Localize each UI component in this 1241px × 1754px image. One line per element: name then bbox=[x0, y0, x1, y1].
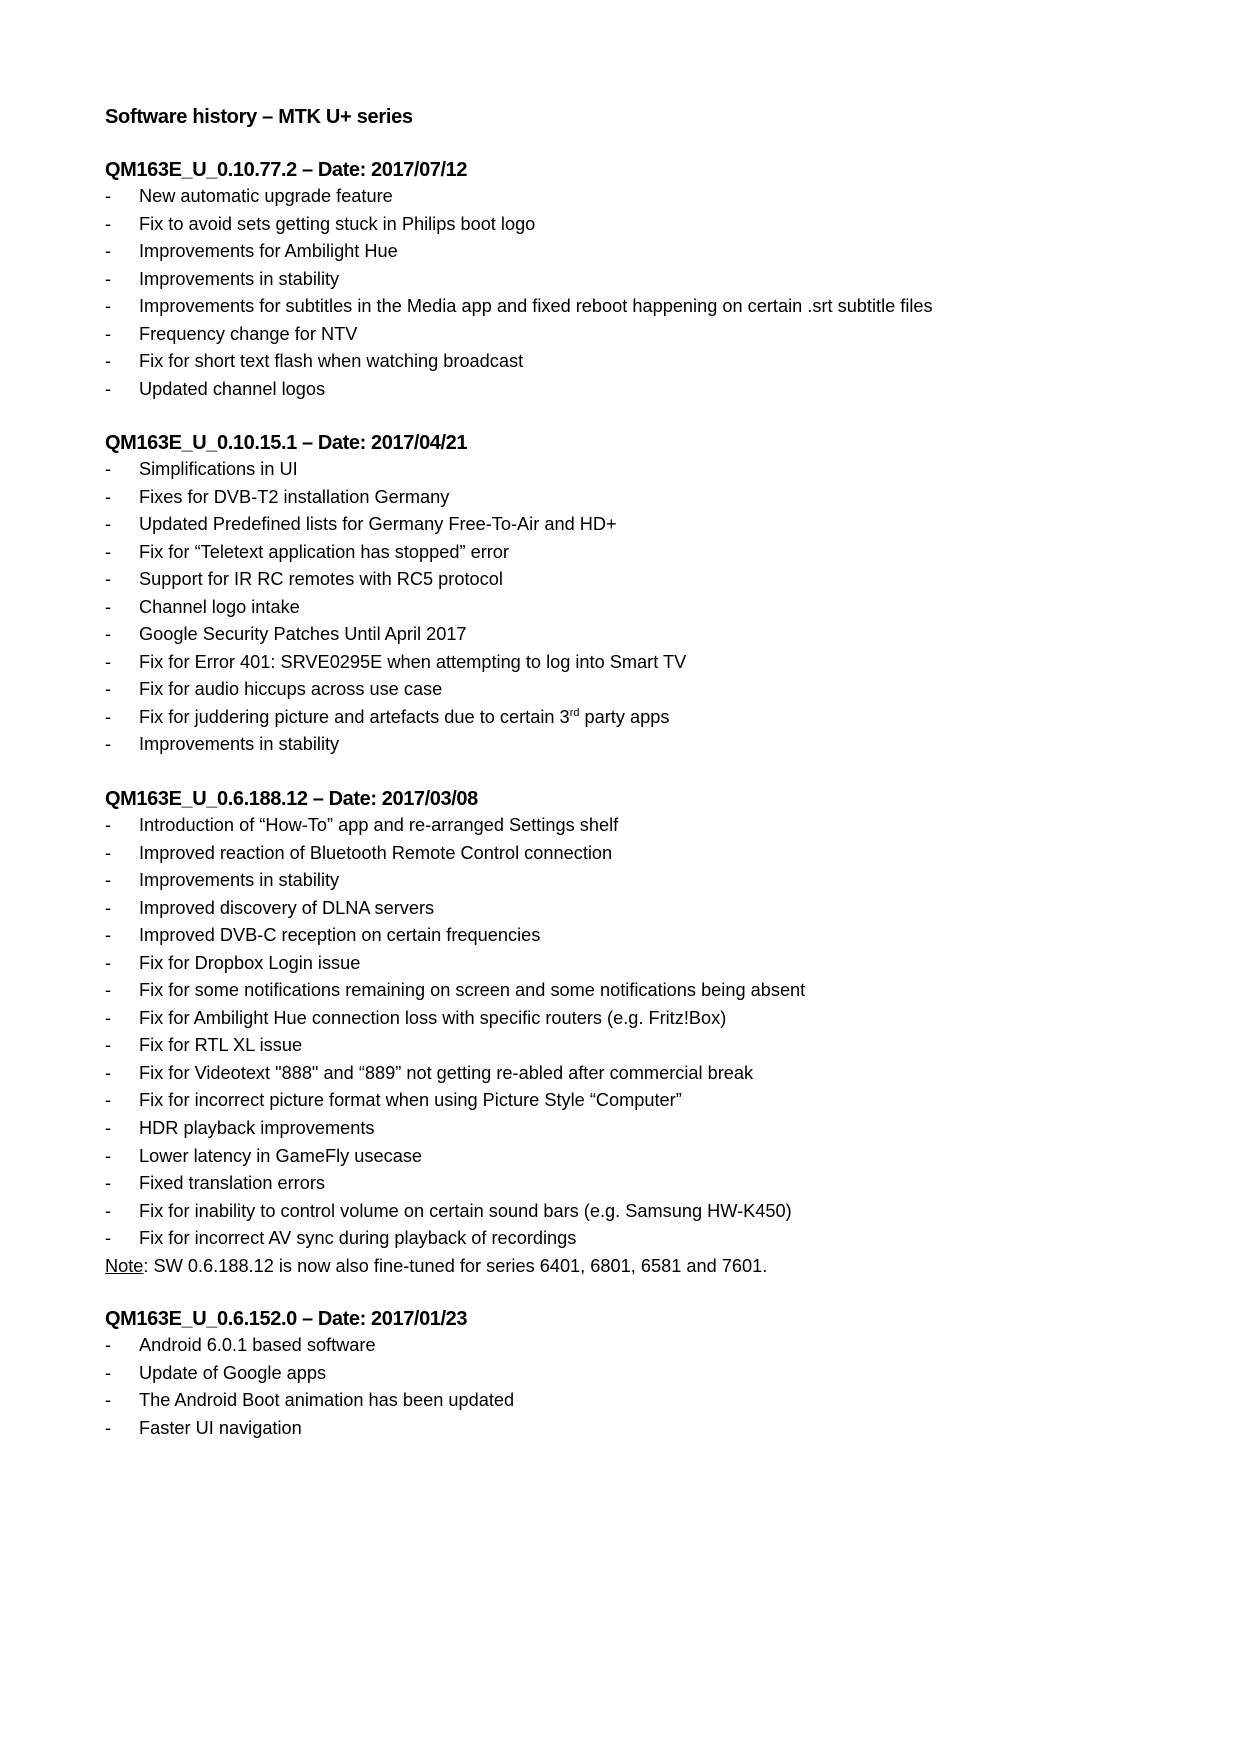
list-item bbox=[105, 1225, 767, 1253]
list-item bbox=[105, 1143, 767, 1171]
bullet-dash: - bbox=[105, 296, 112, 317]
list-item bbox=[105, 376, 467, 404]
list-item bbox=[105, 321, 467, 349]
list-item bbox=[105, 1005, 767, 1033]
note-label: Note bbox=[105, 1255, 144, 1276]
bullet-dash: - bbox=[105, 241, 112, 262]
list-item bbox=[105, 895, 767, 923]
list-item bbox=[105, 950, 767, 978]
list-item bbox=[105, 348, 524, 376]
bullet-dash: - bbox=[105, 897, 112, 918]
bullet-dash: - bbox=[105, 1007, 112, 1028]
list-item bbox=[105, 539, 509, 567]
list-item-text: Fix for incorrect picture format when using Picture Style “Computer” bbox=[139, 1090, 682, 1111]
list-item bbox=[105, 649, 687, 677]
list-item-text: Fix for some notifications remaining on screen and some notifications being absent bbox=[139, 980, 806, 1001]
release-heading: QM163E_U_0.6.152.0 – Date: 2017/01/23 bbox=[105, 1308, 468, 1330]
list-item-text: Support for IR RC remotes with RC5 protocol bbox=[139, 569, 503, 590]
list-item bbox=[105, 238, 467, 266]
list-item-text-with-superscript bbox=[139, 704, 669, 732]
release-section-0-10-15-1 bbox=[105, 430, 687, 759]
list-item-text: Google Security Patches Until April 2017 bbox=[139, 624, 467, 645]
bullet-dash: - bbox=[105, 870, 112, 891]
bullet-dash: - bbox=[105, 1035, 112, 1056]
list-item-text: Improvements for Ambilight Hue bbox=[139, 241, 398, 262]
bullet-dash: - bbox=[105, 569, 112, 590]
bullet-dash: - bbox=[105, 1417, 112, 1438]
list-item-text: Updated channel logos bbox=[139, 378, 326, 399]
list-item-text: Lower latency in GameFly usecase bbox=[139, 1145, 423, 1166]
release-heading: QM163E_U_0.10.15.1 – Date: 2017/04/21 bbox=[105, 432, 468, 454]
bullet-dash: - bbox=[105, 1090, 112, 1111]
bullet-dash: - bbox=[105, 378, 112, 399]
release-notes-list bbox=[105, 183, 933, 403]
list-item-text: Fix for audio hiccups across use case bbox=[139, 679, 443, 700]
list-item bbox=[105, 594, 467, 622]
list-item-text: Introduction of “How-To” app and re-arranged Settings shelf bbox=[139, 815, 619, 835]
list-item bbox=[105, 812, 767, 840]
note-text: : SW 0.6.188.12 is now also fine-tuned for series 6401, 6801, 6581 and 7601. bbox=[143, 1255, 768, 1276]
release-section-0-6-152-0 bbox=[105, 1306, 515, 1442]
bullet-dash: - bbox=[105, 679, 112, 700]
list-item bbox=[105, 1032, 767, 1060]
bullet-dash: - bbox=[105, 213, 112, 234]
list-item-text: Fix to avoid sets getting stuck in Philips boot logo bbox=[139, 213, 536, 234]
release-notes-list bbox=[105, 1332, 515, 1442]
list-item-text: Simplifications in UI bbox=[139, 459, 298, 479]
bullet-dash: - bbox=[105, 514, 112, 535]
ordinal-superscript: rd bbox=[569, 706, 580, 719]
list-item bbox=[105, 1360, 467, 1388]
list-item-text: Updated Predefined lists for Germany Free-To-Air and HD+ bbox=[139, 514, 617, 535]
bullet-dash: - bbox=[105, 1200, 112, 1221]
list-item bbox=[105, 922, 767, 950]
list-item bbox=[105, 1387, 515, 1415]
list-item bbox=[105, 1198, 792, 1226]
list-item-text: Fix for inability to control volume on certain sound bars (e.g. Samsung HW-K450) bbox=[139, 1200, 792, 1221]
superscript-prefix: Fix for juddering picture and artefacts due to certain 3 bbox=[139, 706, 570, 727]
list-item-text: Fix for Videotext "888" and “889” not getting re-abled after commercial break bbox=[139, 1062, 754, 1083]
bullet-dash: - bbox=[105, 706, 112, 727]
list-item-text: Frequency change for NTV bbox=[139, 323, 358, 344]
list-item bbox=[105, 183, 467, 211]
list-item-text: Android 6.0.1 based software bbox=[139, 1335, 376, 1355]
bullet-dash: - bbox=[105, 541, 112, 562]
list-item-text: Fix for Ambilight Hue connection loss with specific routers (e.g. Fritz!Box) bbox=[139, 1007, 727, 1028]
list-item bbox=[105, 511, 617, 539]
list-item-text: Fix for Error 401: SRVE0295E when attempting to log into Smart TV bbox=[139, 651, 687, 672]
list-item-text: HDR playback improvements bbox=[139, 1118, 375, 1139]
list-item-text: Fix for Dropbox Login issue bbox=[139, 952, 361, 973]
list-item bbox=[105, 676, 467, 704]
list-item-text: Improved discovery of DLNA servers bbox=[139, 897, 435, 918]
list-item bbox=[105, 1115, 767, 1143]
release-section-0-10-77-2 bbox=[105, 157, 933, 403]
bullet-dash: - bbox=[105, 1062, 112, 1083]
list-item-text: Fix for short text flash when watching broadcast bbox=[139, 351, 524, 372]
list-item bbox=[105, 1087, 767, 1115]
list-item-text: Fix for incorrect AV sync during playback of recordings bbox=[139, 1228, 577, 1249]
release-heading: QM163E_U_0.6.188.12 – Date: 2017/03/08 bbox=[105, 788, 478, 810]
bullet-dash: - bbox=[105, 980, 112, 1001]
bullet-dash: - bbox=[105, 1390, 112, 1411]
list-item-text: Fix for “Teletext application has stopped” error bbox=[139, 541, 509, 562]
bullet-dash: - bbox=[105, 925, 112, 946]
list-item-text: Fixed translation errors bbox=[139, 1173, 325, 1194]
list-item-text: New automatic upgrade feature bbox=[139, 186, 393, 206]
list-item bbox=[105, 731, 467, 759]
list-item bbox=[105, 266, 467, 294]
list-item bbox=[105, 840, 767, 868]
list-item-text: Improvements in stability bbox=[139, 268, 340, 289]
list-item bbox=[105, 1170, 767, 1198]
release-note bbox=[105, 1253, 767, 1281]
list-item bbox=[105, 484, 467, 512]
bullet-dash: - bbox=[105, 351, 112, 372]
list-item bbox=[105, 456, 467, 484]
bullet-dash: - bbox=[105, 323, 112, 344]
list-item bbox=[105, 867, 767, 895]
list-item bbox=[105, 1332, 467, 1360]
list-item-text: Improved reaction of Bluetooth Remote Control connection bbox=[139, 842, 613, 863]
list-item-text: Fixes for DVB-T2 installation Germany bbox=[139, 486, 450, 507]
list-item-text: Improvements for subtitles in the Media app and fixed reboot happening on certain .srt subtitle files bbox=[139, 296, 933, 317]
bullet-dash: - bbox=[105, 842, 112, 863]
bullet-dash: - bbox=[105, 815, 112, 835]
document-title: Software history – MTK U+ series bbox=[105, 106, 413, 128]
release-section-0-6-188-12 bbox=[105, 786, 806, 1280]
list-item-text: Fix for RTL XL issue bbox=[139, 1035, 303, 1056]
list-item bbox=[105, 704, 670, 732]
bullet-dash: - bbox=[105, 624, 112, 645]
list-item-text: Update of Google apps bbox=[139, 1362, 327, 1383]
bullet-dash: - bbox=[105, 186, 112, 206]
list-item bbox=[105, 1060, 767, 1088]
bullet-dash: - bbox=[105, 1228, 112, 1249]
list-item bbox=[105, 293, 933, 321]
bullet-dash: - bbox=[105, 1173, 112, 1194]
list-item bbox=[105, 977, 806, 1005]
list-item-text: Improvements in stability bbox=[139, 870, 340, 891]
list-item bbox=[105, 621, 467, 649]
list-item-text: Improvements in stability bbox=[139, 734, 340, 755]
list-item-text: The Android Boot animation has been updated bbox=[139, 1390, 515, 1411]
bullet-dash: - bbox=[105, 734, 112, 755]
release-notes-list bbox=[105, 456, 687, 759]
bullet-dash: - bbox=[105, 1362, 112, 1383]
release-heading: QM163E_U_0.10.77.2 – Date: 2017/07/12 bbox=[105, 159, 468, 181]
bullet-dash: - bbox=[105, 459, 112, 479]
release-notes-list bbox=[105, 812, 806, 1253]
bullet-dash: - bbox=[105, 486, 112, 507]
list-item bbox=[105, 566, 503, 594]
list-item-text: Channel logo intake bbox=[139, 596, 300, 617]
bullet-dash: - bbox=[105, 1145, 112, 1166]
bullet-dash: - bbox=[105, 952, 112, 973]
list-item bbox=[105, 211, 536, 239]
bullet-dash: - bbox=[105, 1118, 112, 1139]
superscript-suffix: party apps bbox=[579, 706, 670, 727]
bullet-dash: - bbox=[105, 651, 112, 672]
list-item-text: Improved DVB-C reception on certain frequencies bbox=[139, 925, 541, 946]
bullet-dash: - bbox=[105, 268, 112, 289]
bullet-dash: - bbox=[105, 596, 112, 617]
list-item-text: Faster UI navigation bbox=[139, 1417, 302, 1438]
bullet-dash: - bbox=[105, 1335, 112, 1355]
list-item bbox=[105, 1415, 467, 1443]
